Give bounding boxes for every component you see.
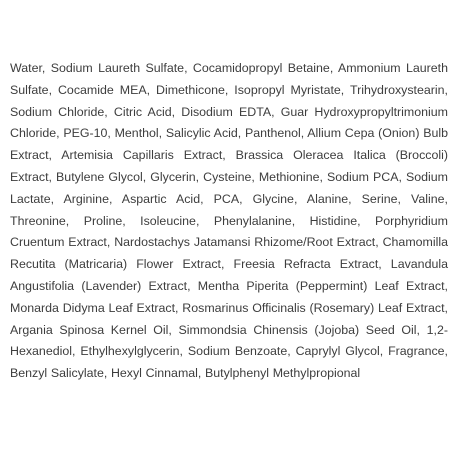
ingredients-list: Water, Sodium Laureth Sulfate, Cocamidopropyl Betaine, Ammonium Laureth Sulfate, Cocamide MEA, Dimethicone, Isopropyl Myristate, Trihydroxystearin, Sodium Chloride, Citric Acid, Disodium EDTA, Guar Hydroxypropyltrimonium Chloride, PEG-10, Menthol, Salicylic Acid, Panthenol, Allium Cepa (Onion) Bulb Extract, Artemisia Capillaris Extract, Brassica Oleracea Italica (Broccoli) Extract, Butylene Glycol, Glycerin, Cysteine, Methionine, Sodium PCA, Sodium Lactate, Arginine, Aspartic Acid, PCA, Glycine, Alanine, Serine, Valine, Threonine, Proline, Isoleucine, Phenylalanine, Histidine, Porphyridium Cruentum Extract, Nardostachys Jatamansi Rhizome/Root Extract, Chamomilla Recutita (Matricaria) Flower Extract, Freesia Refracta Extract, Lavandula Angustifolia (Lavender) Extract, Mentha Piperita (Peppermint) Leaf Extract, Monarda Didyma Leaf Extract, Rosmarinus Officinalis (Rosemary) Leaf Extract, Argania Spinosa Kernel Oil, Simmondsia Chinensis (Jojoba) Seed Oil, 1,2-Hexanediol, Ethylhexylglycerin, Sodium Benzoate, Caprylyl Glycol, Fragrance, Benzyl Salicylate, Hexyl Cinnamal, Butylphenyl Methylpropional: [10, 61, 448, 381]
